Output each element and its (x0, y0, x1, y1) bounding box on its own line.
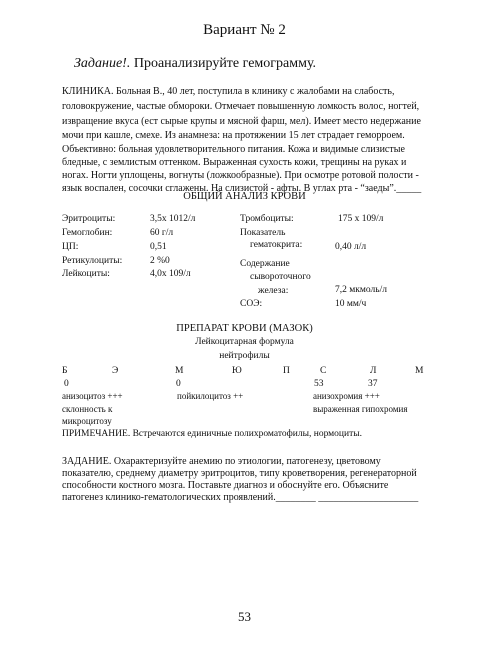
column-header-band: П (283, 366, 290, 376)
clinic-line: ногах. Ногти уплощены, вогнуты (ложкообразные). При осмотре ротовой полости - (62, 170, 419, 181)
page-number: 53 (238, 609, 251, 624)
clinic-line: мочи при кашле, смехе. Из анамнеза: на протяжении 15 лет страдает геморроем. (62, 130, 405, 141)
clinic-line: головокружение, частые обмороки. Отмечает повышенную ломкость волос, ногтей, (62, 101, 420, 112)
column-header-juvenile: Ю (232, 366, 242, 376)
lab-label-platelets: Тромбоциты: (240, 214, 294, 224)
lab-value-leukocytes: 4,0х 109/л (150, 269, 191, 279)
lab-label-color-index: ЦП: (62, 242, 79, 252)
lab-label-hematocrit: Показатель (240, 228, 286, 238)
lab-value-esr: 10 мм/ч (335, 299, 367, 309)
morph-microcytosis: микроцитозу (62, 416, 112, 426)
lab-label-serum-iron: Содержание (240, 259, 290, 269)
lab-value-erythrocytes: 3,5х 1012/л (150, 214, 196, 224)
lab-label-erythrocytes: Эритроциты: (62, 214, 116, 224)
morph-anisocytosis: анизоцитоз +++ (62, 391, 123, 401)
column-header-segmented: С (320, 366, 327, 376)
value-myelocytes: 0 (176, 379, 181, 389)
clinic-line: Объективно: больная удовлетворительного питания. Кожа и видимые слизистые (62, 144, 405, 155)
lab-label-serum-iron-2: сывороточного (250, 272, 311, 282)
smear-subtitle: Лейкоцитарная формула (195, 337, 294, 347)
column-header-eosinophils: Э (112, 366, 119, 376)
column-header-basophils: Б (62, 366, 68, 376)
lab-value-serum-iron: 7,2 мкмоль/л (335, 285, 387, 295)
lab-label-serum-iron-3: железа: (258, 286, 289, 296)
lab-label-hemoglobin: Гемоглобин: (62, 228, 113, 238)
value-basophils: 0 (64, 379, 69, 389)
clinic-line: язык воспален, сосочки сглажены. На слизистой - афты. В углах рта - “заеды”._____ (62, 183, 422, 194)
column-header-monocytes: М (415, 366, 424, 376)
lab-value-platelets: 175 х 109/л (338, 214, 384, 224)
variant-title: Вариант № 2 (203, 22, 286, 38)
morph-microcytosis-tendency: склонность к (62, 404, 113, 414)
lab-value-hematocrit: 0,40 л/л (335, 242, 367, 252)
lab-label-reticulocytes: Ретикулоциты: (62, 256, 123, 266)
clinic-line: КЛИНИКА. Больная В., 40 лет, поступила в клинику с жалобами на слабость, (62, 86, 395, 97)
lab-label-hematocrit-2: гематокрита: (250, 240, 303, 250)
morph-hypochromia: выраженная гипохромия (313, 404, 408, 414)
task-text: Проанализируйте гемограмму. (133, 56, 317, 71)
assignment-line: способности костного мозга. Поставьте диагноз и обоснуйте его. Объясните (62, 480, 389, 491)
lab-value-reticulocytes: 2 %0 (150, 256, 170, 266)
assignment-line: ЗАДАНИЕ. Охарактеризуйте анемию по этиологии, патогенезу, цветовому (62, 456, 381, 467)
assignment-line: патогенез клинико-гематологических проявлений.________ ____________________ (62, 492, 419, 503)
analysis-title: ОБЩИЙ АНАЛИЗ КРОВИ (183, 191, 306, 202)
lab-value-hemoglobin: 60 г/л (150, 228, 174, 238)
assignment-line: показателю, среднему диаметру эритроцитов, типу кроветворения, регенераторной (62, 468, 417, 479)
column-header-myelocytes: М (175, 366, 184, 376)
smear-title: ПРЕПАРАТ КРОВИ (МАЗОК) (176, 323, 313, 334)
lab-value-color-index: 0,51 (150, 242, 167, 252)
morph-anisochromia: анизохромия +++ (313, 391, 380, 401)
column-header-lymphocytes: Л (370, 366, 377, 376)
value-lymphocytes: 37 (368, 379, 378, 389)
task-heading (74, 56, 316, 72)
task-label: Задание!. (74, 56, 131, 71)
value-segmented: 53 (314, 379, 324, 389)
lab-label-esr: СОЭ: (240, 299, 263, 309)
smear-subtitle: нейтрофилы (219, 351, 270, 361)
clinic-line: извращение вкуса (ест сырые крупы и мясной фарш, мел). Имеет место недержание (62, 116, 421, 127)
smear-note: ПРИМЕЧАНИЕ. Встречаются единичные полихроматофилы, нормоциты. (62, 429, 363, 439)
lab-label-leukocytes: Лейкоциты: (62, 269, 110, 279)
morph-poikilocytosis: пойкилоцитоз ++ (177, 391, 244, 401)
clinic-line: бледные, с землистым оттенком. Выраженная сухость кожи, трещины на руках и (62, 157, 407, 168)
